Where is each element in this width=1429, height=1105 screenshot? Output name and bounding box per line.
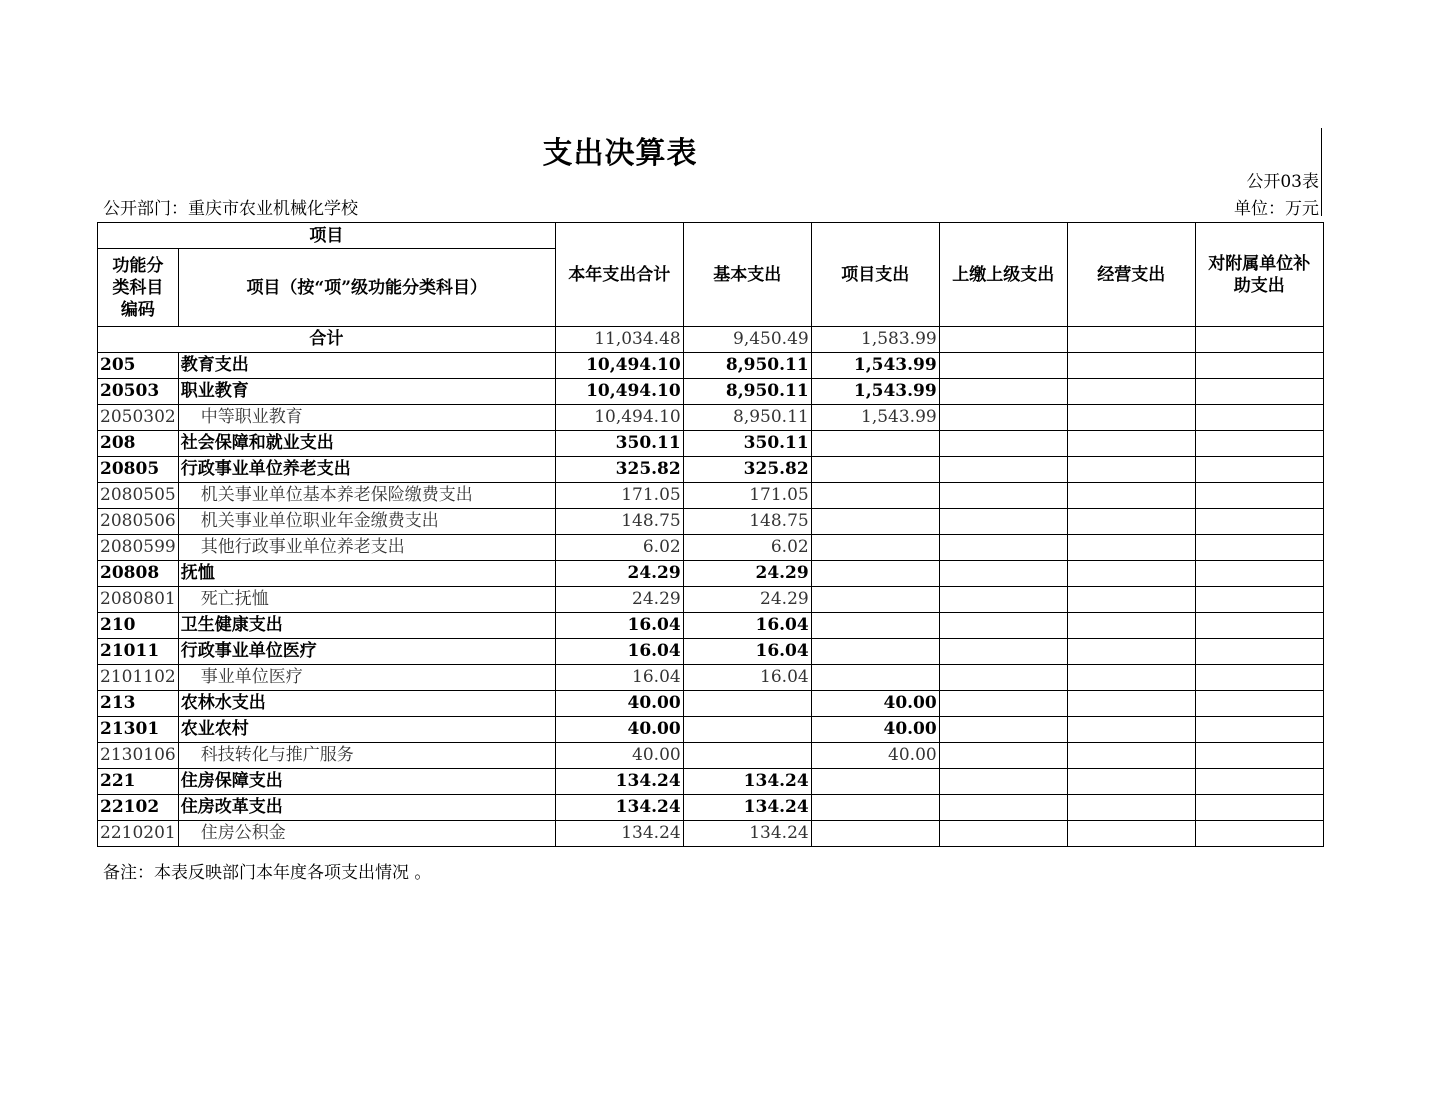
basic-cell: 171.05 bbox=[683, 483, 811, 509]
total-cell: 171.05 bbox=[555, 483, 683, 509]
subsidy-cell bbox=[1195, 613, 1323, 639]
code-cell: 2050302 bbox=[98, 405, 179, 431]
total-upper bbox=[939, 327, 1067, 353]
subsidy-cell bbox=[1195, 587, 1323, 613]
code-cell: 2080505 bbox=[98, 483, 179, 509]
project-cell bbox=[811, 613, 939, 639]
project-cell bbox=[811, 457, 939, 483]
upper-cell bbox=[939, 535, 1067, 561]
project-cell bbox=[811, 665, 939, 691]
name-cell: 事业单位医疗 bbox=[178, 665, 555, 691]
code-cell: 210 bbox=[98, 613, 179, 639]
code-cell: 221 bbox=[98, 769, 179, 795]
table-row bbox=[98, 795, 1324, 821]
name-cell: 教育支出 bbox=[178, 353, 555, 379]
subsidy-cell bbox=[1195, 795, 1323, 821]
code-cell: 2101102 bbox=[98, 665, 179, 691]
name-cell: 死亡抚恤 bbox=[178, 587, 555, 613]
table-row bbox=[98, 457, 1324, 483]
subsidy-cell bbox=[1195, 561, 1323, 587]
basic-cell: 134.24 bbox=[683, 769, 811, 795]
business-cell bbox=[1067, 483, 1195, 509]
business-cell bbox=[1067, 691, 1195, 717]
header-upper: 上缴上级支出 bbox=[939, 223, 1067, 327]
code-cell: 2080801 bbox=[98, 587, 179, 613]
code-cell: 21011 bbox=[98, 639, 179, 665]
total-cell: 16.04 bbox=[555, 639, 683, 665]
table-row bbox=[98, 743, 1324, 769]
basic-cell: 148.75 bbox=[683, 509, 811, 535]
project-cell: 40.00 bbox=[811, 743, 939, 769]
upper-cell bbox=[939, 639, 1067, 665]
upper-cell bbox=[939, 405, 1067, 431]
table-row bbox=[98, 483, 1324, 509]
business-cell bbox=[1067, 665, 1195, 691]
business-cell bbox=[1067, 353, 1195, 379]
project-cell bbox=[811, 561, 939, 587]
name-cell: 职业教育 bbox=[178, 379, 555, 405]
code-cell: 2130106 bbox=[98, 743, 179, 769]
total-project: 1,583.99 bbox=[811, 327, 939, 353]
name-cell: 抚恤 bbox=[178, 561, 555, 587]
code-cell: 205 bbox=[98, 353, 179, 379]
name-cell: 行政事业单位医疗 bbox=[178, 639, 555, 665]
business-cell bbox=[1067, 821, 1195, 847]
table-row bbox=[98, 379, 1324, 405]
business-cell bbox=[1067, 743, 1195, 769]
basic-cell: 325.82 bbox=[683, 457, 811, 483]
total-cell: 16.04 bbox=[555, 665, 683, 691]
project-cell bbox=[811, 431, 939, 457]
form-number: 公开03表 bbox=[1246, 172, 1319, 192]
table-row bbox=[98, 509, 1324, 535]
name-cell: 农林水支出 bbox=[178, 691, 555, 717]
code-cell: 20805 bbox=[98, 457, 179, 483]
total-cell: 134.24 bbox=[555, 795, 683, 821]
total-basic: 9,450.49 bbox=[683, 327, 811, 353]
subsidy-cell bbox=[1195, 431, 1323, 457]
total-cell: 10,494.10 bbox=[555, 405, 683, 431]
table-body bbox=[98, 327, 1324, 847]
business-cell bbox=[1067, 795, 1195, 821]
basic-cell bbox=[683, 717, 811, 743]
total-cell: 350.11 bbox=[555, 431, 683, 457]
project-cell bbox=[811, 795, 939, 821]
project-cell bbox=[811, 587, 939, 613]
business-cell bbox=[1067, 561, 1195, 587]
right-border-line bbox=[1321, 128, 1322, 216]
business-cell bbox=[1067, 457, 1195, 483]
subsidy-cell bbox=[1195, 743, 1323, 769]
table-row bbox=[98, 821, 1324, 847]
total-cell: 134.24 bbox=[555, 769, 683, 795]
department-label: 公开部门：重庆市农业机械化学校 bbox=[103, 199, 358, 219]
code-cell: 208 bbox=[98, 431, 179, 457]
total-cell: 6.02 bbox=[555, 535, 683, 561]
total-cell: 40.00 bbox=[555, 691, 683, 717]
upper-cell bbox=[939, 691, 1067, 717]
upper-cell bbox=[939, 353, 1067, 379]
upper-cell bbox=[939, 509, 1067, 535]
project-cell: 40.00 bbox=[811, 717, 939, 743]
project-cell: 40.00 bbox=[811, 691, 939, 717]
business-cell bbox=[1067, 613, 1195, 639]
business-cell bbox=[1067, 431, 1195, 457]
subsidy-cell bbox=[1195, 639, 1323, 665]
project-cell bbox=[811, 639, 939, 665]
total-cell: 40.00 bbox=[555, 743, 683, 769]
subsidy-cell bbox=[1195, 717, 1323, 743]
business-cell bbox=[1067, 769, 1195, 795]
total-cell: 325.82 bbox=[555, 457, 683, 483]
name-cell: 机关事业单位基本养老保险缴费支出 bbox=[178, 483, 555, 509]
table-row bbox=[98, 665, 1324, 691]
subsidy-cell bbox=[1195, 665, 1323, 691]
basic-cell: 16.04 bbox=[683, 613, 811, 639]
header-total: 本年支出合计 bbox=[555, 223, 683, 327]
project-cell bbox=[811, 821, 939, 847]
upper-cell bbox=[939, 587, 1067, 613]
code-cell: 2080506 bbox=[98, 509, 179, 535]
basic-cell: 8,950.11 bbox=[683, 405, 811, 431]
table-row bbox=[98, 535, 1324, 561]
subsidy-cell bbox=[1195, 509, 1323, 535]
name-cell: 中等职业教育 bbox=[178, 405, 555, 431]
subsidy-cell bbox=[1195, 535, 1323, 561]
business-cell bbox=[1067, 379, 1195, 405]
table-row bbox=[98, 769, 1324, 795]
business-cell bbox=[1067, 405, 1195, 431]
total-cell: 10,494.10 bbox=[555, 379, 683, 405]
upper-cell bbox=[939, 743, 1067, 769]
upper-cell bbox=[939, 769, 1067, 795]
basic-cell: 24.29 bbox=[683, 561, 811, 587]
page-title: 支出决算表 bbox=[542, 136, 698, 171]
upper-cell bbox=[939, 379, 1067, 405]
basic-cell: 134.24 bbox=[683, 795, 811, 821]
name-cell: 住房公积金 bbox=[178, 821, 555, 847]
header-name: 项目（按“项”级功能分类科目） bbox=[178, 249, 555, 327]
name-cell: 社会保障和就业支出 bbox=[178, 431, 555, 457]
upper-cell bbox=[939, 561, 1067, 587]
total-label: 合计 bbox=[98, 327, 556, 353]
code-cell: 213 bbox=[98, 691, 179, 717]
business-cell bbox=[1067, 717, 1195, 743]
subsidy-cell bbox=[1195, 379, 1323, 405]
upper-cell bbox=[939, 613, 1067, 639]
upper-cell bbox=[939, 483, 1067, 509]
table-row bbox=[98, 613, 1324, 639]
code-cell: 20503 bbox=[98, 379, 179, 405]
basic-cell: 16.04 bbox=[683, 665, 811, 691]
unit-label: 单位：万元 bbox=[1234, 199, 1319, 219]
code-cell: 22102 bbox=[98, 795, 179, 821]
expenditure-table bbox=[97, 222, 1324, 847]
table-row bbox=[98, 691, 1324, 717]
basic-cell: 8,950.11 bbox=[683, 379, 811, 405]
table-row bbox=[98, 405, 1324, 431]
project-cell: 1,543.99 bbox=[811, 353, 939, 379]
subsidy-cell bbox=[1195, 457, 1323, 483]
basic-cell bbox=[683, 743, 811, 769]
total-cell: 134.24 bbox=[555, 821, 683, 847]
total-cell: 24.29 bbox=[555, 561, 683, 587]
total-business bbox=[1067, 327, 1195, 353]
name-cell: 机关事业单位职业年金缴费支出 bbox=[178, 509, 555, 535]
subsidy-cell bbox=[1195, 821, 1323, 847]
header-subsidy: 对附属单位补助支出 bbox=[1195, 223, 1323, 327]
project-cell bbox=[811, 483, 939, 509]
table-row bbox=[98, 431, 1324, 457]
table-row bbox=[98, 561, 1324, 587]
project-cell: 1,543.99 bbox=[811, 405, 939, 431]
total-subsidy bbox=[1195, 327, 1323, 353]
basic-cell: 134.24 bbox=[683, 821, 811, 847]
upper-cell bbox=[939, 717, 1067, 743]
header-project: 项目支出 bbox=[811, 223, 939, 327]
name-cell: 住房改革支出 bbox=[178, 795, 555, 821]
basic-cell: 8,950.11 bbox=[683, 353, 811, 379]
total-row bbox=[98, 327, 1324, 353]
total-sum: 11,034.48 bbox=[555, 327, 683, 353]
header-basic: 基本支出 bbox=[683, 223, 811, 327]
code-cell: 21301 bbox=[98, 717, 179, 743]
upper-cell bbox=[939, 795, 1067, 821]
upper-cell bbox=[939, 821, 1067, 847]
subsidy-cell bbox=[1195, 483, 1323, 509]
total-cell: 16.04 bbox=[555, 613, 683, 639]
header-code: 功能分类科目编码 bbox=[98, 249, 179, 327]
total-cell: 24.29 bbox=[555, 587, 683, 613]
business-cell bbox=[1067, 509, 1195, 535]
table-row bbox=[98, 717, 1324, 743]
table-row bbox=[98, 587, 1324, 613]
subsidy-cell bbox=[1195, 405, 1323, 431]
name-cell: 其他行政事业单位养老支出 bbox=[178, 535, 555, 561]
subsidy-cell bbox=[1195, 691, 1323, 717]
upper-cell bbox=[939, 457, 1067, 483]
header-item: 项目 bbox=[98, 223, 556, 249]
header-business: 经营支出 bbox=[1067, 223, 1195, 327]
basic-cell bbox=[683, 691, 811, 717]
project-cell: 1,543.99 bbox=[811, 379, 939, 405]
project-cell bbox=[811, 509, 939, 535]
table-row bbox=[98, 353, 1324, 379]
name-cell: 住房保障支出 bbox=[178, 769, 555, 795]
subsidy-cell bbox=[1195, 769, 1323, 795]
upper-cell bbox=[939, 665, 1067, 691]
name-cell: 行政事业单位养老支出 bbox=[178, 457, 555, 483]
business-cell bbox=[1067, 639, 1195, 665]
upper-cell bbox=[939, 431, 1067, 457]
name-cell: 卫生健康支出 bbox=[178, 613, 555, 639]
name-cell: 农业农村 bbox=[178, 717, 555, 743]
code-cell: 20808 bbox=[98, 561, 179, 587]
basic-cell: 350.11 bbox=[683, 431, 811, 457]
project-cell bbox=[811, 535, 939, 561]
footnote: 备注：本表反映部门本年度各项支出情况 。 bbox=[103, 863, 432, 883]
basic-cell: 24.29 bbox=[683, 587, 811, 613]
business-cell bbox=[1067, 535, 1195, 561]
basic-cell: 6.02 bbox=[683, 535, 811, 561]
total-cell: 10,494.10 bbox=[555, 353, 683, 379]
business-cell bbox=[1067, 587, 1195, 613]
total-cell: 40.00 bbox=[555, 717, 683, 743]
name-cell: 科技转化与推广服务 bbox=[178, 743, 555, 769]
code-cell: 2210201 bbox=[98, 821, 179, 847]
code-cell: 2080599 bbox=[98, 535, 179, 561]
project-cell bbox=[811, 769, 939, 795]
subsidy-cell bbox=[1195, 353, 1323, 379]
table-row bbox=[98, 639, 1324, 665]
basic-cell: 16.04 bbox=[683, 639, 811, 665]
total-cell: 148.75 bbox=[555, 509, 683, 535]
